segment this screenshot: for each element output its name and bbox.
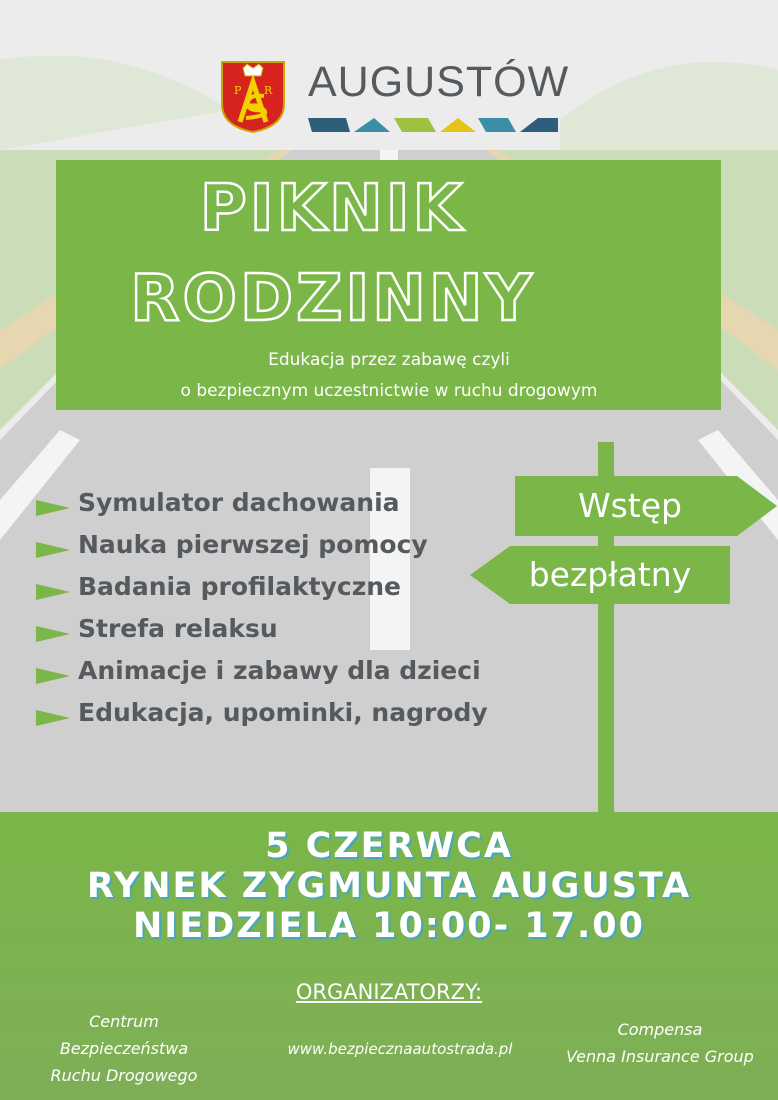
feature-text: Nauka pierwszej pomocy: [78, 530, 428, 559]
subtitle-line-1: Edukacja przez zabawę czyli: [268, 350, 510, 370]
organizer-right-line-1: Compensa: [617, 1020, 703, 1039]
organizer-left-line-2: Bezpieczeństwa: [59, 1039, 189, 1058]
arrow-right-icon: [36, 540, 70, 560]
organizer-right-line-2: Venna Insurance Group: [566, 1047, 754, 1066]
feature-text: Symulator dachowania: [78, 488, 400, 517]
city-name: AUGUSTÓW: [308, 58, 570, 106]
feature-text: Badania profilaktyczne: [78, 572, 401, 601]
organizer-website-link[interactable]: www.bezpiecznaautostrada.pl: [287, 1040, 513, 1058]
title-line-2: RODZINNY: [130, 262, 535, 336]
feature-text: Strefa relaksu: [78, 614, 278, 643]
title-line-1: PIKNIK: [199, 172, 466, 246]
organizer-left-line-1: Centrum: [89, 1012, 159, 1031]
arrow-right-icon: [36, 708, 70, 728]
event-place: RYNEK ZYGMUNTA AUGUSTA: [86, 866, 692, 906]
organizers-heading: ORGANIZATORZY:: [295, 980, 483, 1004]
arrow-right-icon: [36, 666, 70, 686]
sign-text-entry: Wstęp: [577, 486, 682, 525]
organizer-centrum: [10, 1008, 238, 1089]
sign-text-free: bezpłatny: [528, 555, 692, 594]
coat-letter-r: R: [264, 84, 273, 97]
subtitle-line-2: o bezpiecznym uczestnictwie w ruchu drogowym: [180, 381, 598, 401]
organizer-left-line-3: Ruchu Drogowego: [50, 1066, 198, 1085]
city-logo-stripe: [308, 118, 558, 132]
event-time: NIEDZIELA 10:00- 17.00: [133, 906, 645, 946]
arrow-right-icon: [36, 582, 70, 602]
arrow-right-icon: [36, 624, 70, 644]
arrow-right-icon: [36, 498, 70, 518]
feature-text: Animacje i zabawy dla dzieci: [78, 656, 481, 685]
event-date: 5 CZERWCA: [265, 826, 513, 866]
feature-text: Edukacja, upominki, nagrody: [78, 698, 488, 727]
coat-letter-p: P: [234, 84, 242, 97]
coat-of-arms-icon: [220, 60, 286, 134]
organizer-compensa: [535, 1016, 778, 1070]
